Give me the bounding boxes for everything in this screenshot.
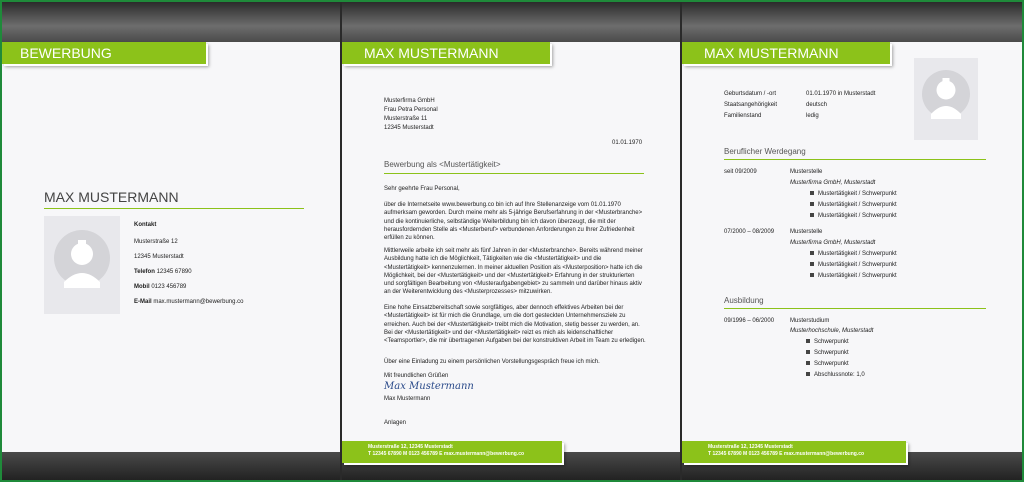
- recipient-line: Frau Petra Personal: [384, 107, 438, 113]
- entry-item: Schwerpunkt: [806, 338, 849, 347]
- cover-name: MAX MUSTERMANN: [44, 189, 179, 205]
- entry-title: Musterstelle: [790, 169, 823, 175]
- entry-item: Mustertätigkeit / Schwerpunkt: [810, 212, 897, 221]
- cover-letter-page: [342, 2, 680, 480]
- entry-period: seit 09/2009: [724, 169, 757, 175]
- cv-page: [682, 2, 1022, 480]
- section-divider: [724, 308, 986, 309]
- bullet-square-icon: [810, 191, 814, 195]
- contact-email: [134, 298, 243, 307]
- mobile-label: Mobil: [134, 284, 150, 290]
- letter-subject: Bewerbung als <Mustertätigkeit>: [384, 160, 501, 169]
- bullet-square-icon: [810, 251, 814, 255]
- phone-label: Telefon: [134, 269, 155, 275]
- letter-paragraph: Über eine Einladung zu einem persönlichen Vorstellungsgespräch freue ich mich.: [384, 359, 600, 365]
- recipient-line: Musterfirma GmbH: [384, 98, 435, 104]
- footer-bar: [2, 452, 340, 480]
- contact-heading: Kontakt: [134, 222, 157, 228]
- entry-title: Musterstudium: [790, 318, 830, 324]
- personal-label: Familienstand: [724, 113, 762, 119]
- entry-item: Mustertätigkeit / Schwerpunkt: [810, 272, 897, 281]
- contact-street: Musterstraße 12: [134, 239, 178, 245]
- bullet-square-icon: [806, 339, 810, 343]
- section-divider: [724, 159, 986, 160]
- header-bar: [682, 2, 1022, 42]
- personal-label: Staatsangehörigkeit: [724, 102, 778, 108]
- letter-banner: MAX MUSTERMANN: [342, 42, 550, 64]
- contact-mobile: [134, 283, 186, 292]
- email-label: E-Mail: [134, 299, 152, 305]
- footer-contacts: T 12345 67890 M 0123 456789 E max.mustermann@bewerbung.co: [368, 451, 525, 457]
- bullet-square-icon: [810, 273, 814, 277]
- recipient-line: 12345 Musterstadt: [384, 125, 434, 131]
- entry-item: Abschlussnote: 1,0: [806, 371, 865, 380]
- letter-footer: [342, 441, 562, 463]
- letter-date: 01.01.1970: [612, 140, 643, 146]
- avatar-placeholder-icon: [44, 216, 120, 314]
- letter-salutation: Sehr geehrte Frau Personal,: [384, 186, 460, 192]
- cv-banner: MAX MUSTERMANN: [682, 42, 890, 64]
- bullet-square-icon: [810, 213, 814, 217]
- contact-phone: [134, 268, 192, 277]
- section-career-title: Beruflicher Werdegang: [724, 147, 806, 156]
- cover-banner: BEWERBUNG: [2, 42, 206, 64]
- footer-contacts: T 12345 67890 M 0123 456789 E max.mustermann@bewerbung.co: [708, 451, 865, 457]
- header-bar: [2, 2, 340, 42]
- document-preview: [2, 2, 1022, 480]
- entry-item: Schwerpunkt: [806, 360, 849, 369]
- contact-city: 12345 Musterstadt: [134, 254, 184, 260]
- bullet-square-icon: [806, 361, 810, 365]
- bullet-square-icon: [806, 372, 810, 376]
- cv-footer: [682, 441, 906, 463]
- personal-label: Geburtsdatum / -ort: [724, 91, 777, 97]
- letter-signer: Max Mustermann: [384, 396, 431, 402]
- bullet-square-icon: [810, 262, 814, 266]
- personal-value: deutsch: [806, 102, 828, 108]
- entry-org: Musterfirma GmbH, Musterstadt: [790, 240, 876, 246]
- entry-item: Mustertätigkeit / Schwerpunkt: [810, 190, 897, 199]
- footer-address: Musterstraße 12, 12345 Musterstadt: [368, 444, 453, 450]
- letter-paragraph: Mittlerweile arbeite ich seit mehr als fünf Jahren in der <Musterbranche>. Bereits während meiner Ausbildung hatte ich die Möglichkeit, Tätigkeiten wie die <Mustertätigkeit> und die <Mustertätigkeit> kennenzulernen. In meiner aktuellen Position als <Musterposition> hatte ich die Möglichkeit, bei der <Mustertätigkeit> und der <Mustertätigkeit> Erfahrung in der strukturierten und sorgfältigen Bearbeitung von <Musteraufgabengebiet> zu sammeln und darüber hinaus aktiv an der Weiterentwicklung des <Musterprozesses> mitzuwirken.: [384, 248, 643, 296]
- mobile-value: 0123 456789: [151, 284, 187, 290]
- letter-closing: Mit freundlichen Grüßen: [384, 373, 449, 379]
- cover-divider: [44, 208, 304, 209]
- entry-org: Musterhochschule, Musterstadt: [790, 328, 874, 334]
- phone-value: 12345 67890: [156, 269, 192, 275]
- entry-org: Musterfirma GmbH, Musterstadt: [790, 180, 876, 186]
- personal-value: ledig: [806, 113, 819, 119]
- bullet-square-icon: [806, 350, 810, 354]
- header-bar: [342, 2, 680, 42]
- letter-paragraph: über die Internetseite www.bewerbung.co bin ich auf Ihre Stellenanzeige vom 01.01.1970 aufmerksam geworden. Durch meine mehr als 5-jährige Berufserfahrung in der <Musterbranche> und die kontinuierliche, selbständige Weiterbildung bin ich davon überzeugt, die mit der herausfordernden Stelle als <Musterberuf> verbundenen Anforderungen zu Ihrer Zufriedenheit erfüllen zu können.: [384, 202, 643, 242]
- entry-item: Mustertätigkeit / Schwerpunkt: [810, 250, 897, 259]
- bullet-square-icon: [810, 202, 814, 206]
- letter-signature: Max Mustermann: [384, 381, 474, 392]
- personal-value: 01.01.1970 in Musterstadt: [806, 91, 876, 97]
- entry-item: Schwerpunkt: [806, 349, 849, 358]
- entry-title: Musterstelle: [790, 229, 823, 235]
- subject-divider: [384, 173, 644, 174]
- recipient-line: Musterstraße 11: [384, 116, 428, 122]
- entry-period: 07/2000 – 08/2009: [724, 229, 775, 235]
- footer-address: Musterstraße 12, 12345 Musterstadt: [708, 444, 793, 450]
- cover-page: [2, 2, 340, 480]
- section-edu-title: Ausbildung: [724, 296, 764, 305]
- avatar-placeholder-icon: [914, 58, 978, 140]
- entry-item: Mustertätigkeit / Schwerpunkt: [810, 201, 897, 210]
- entry-period: 09/1996 – 06/2000: [724, 318, 775, 324]
- entry-item: Mustertätigkeit / Schwerpunkt: [810, 261, 897, 270]
- email-value: max.mustermann@bewerbung.co: [153, 299, 244, 305]
- letter-paragraph: Eine hohe Einsatzbereitschaft sowie sorgfältiges, aber dennoch effektives Arbeiten bei der <Mustertätigkeit> ist für mich die Grundlage, um die dort gesteckten Unternehmensziele zu erreichen. Auch bei der <Mustertätigkeit> treibt mich die Motivation, stetig besser zu werden, an. Bei der <Mustertätigkeit> und der <Mustertätigkeit> reizt es mich als leidenschaftlicher <Teamsportler>, die mir übertragenen Aufgaben bei der konstruktiven Arbeit im Team zu erledigen.: [384, 305, 646, 345]
- letter-attachments: Anlagen: [384, 420, 407, 426]
